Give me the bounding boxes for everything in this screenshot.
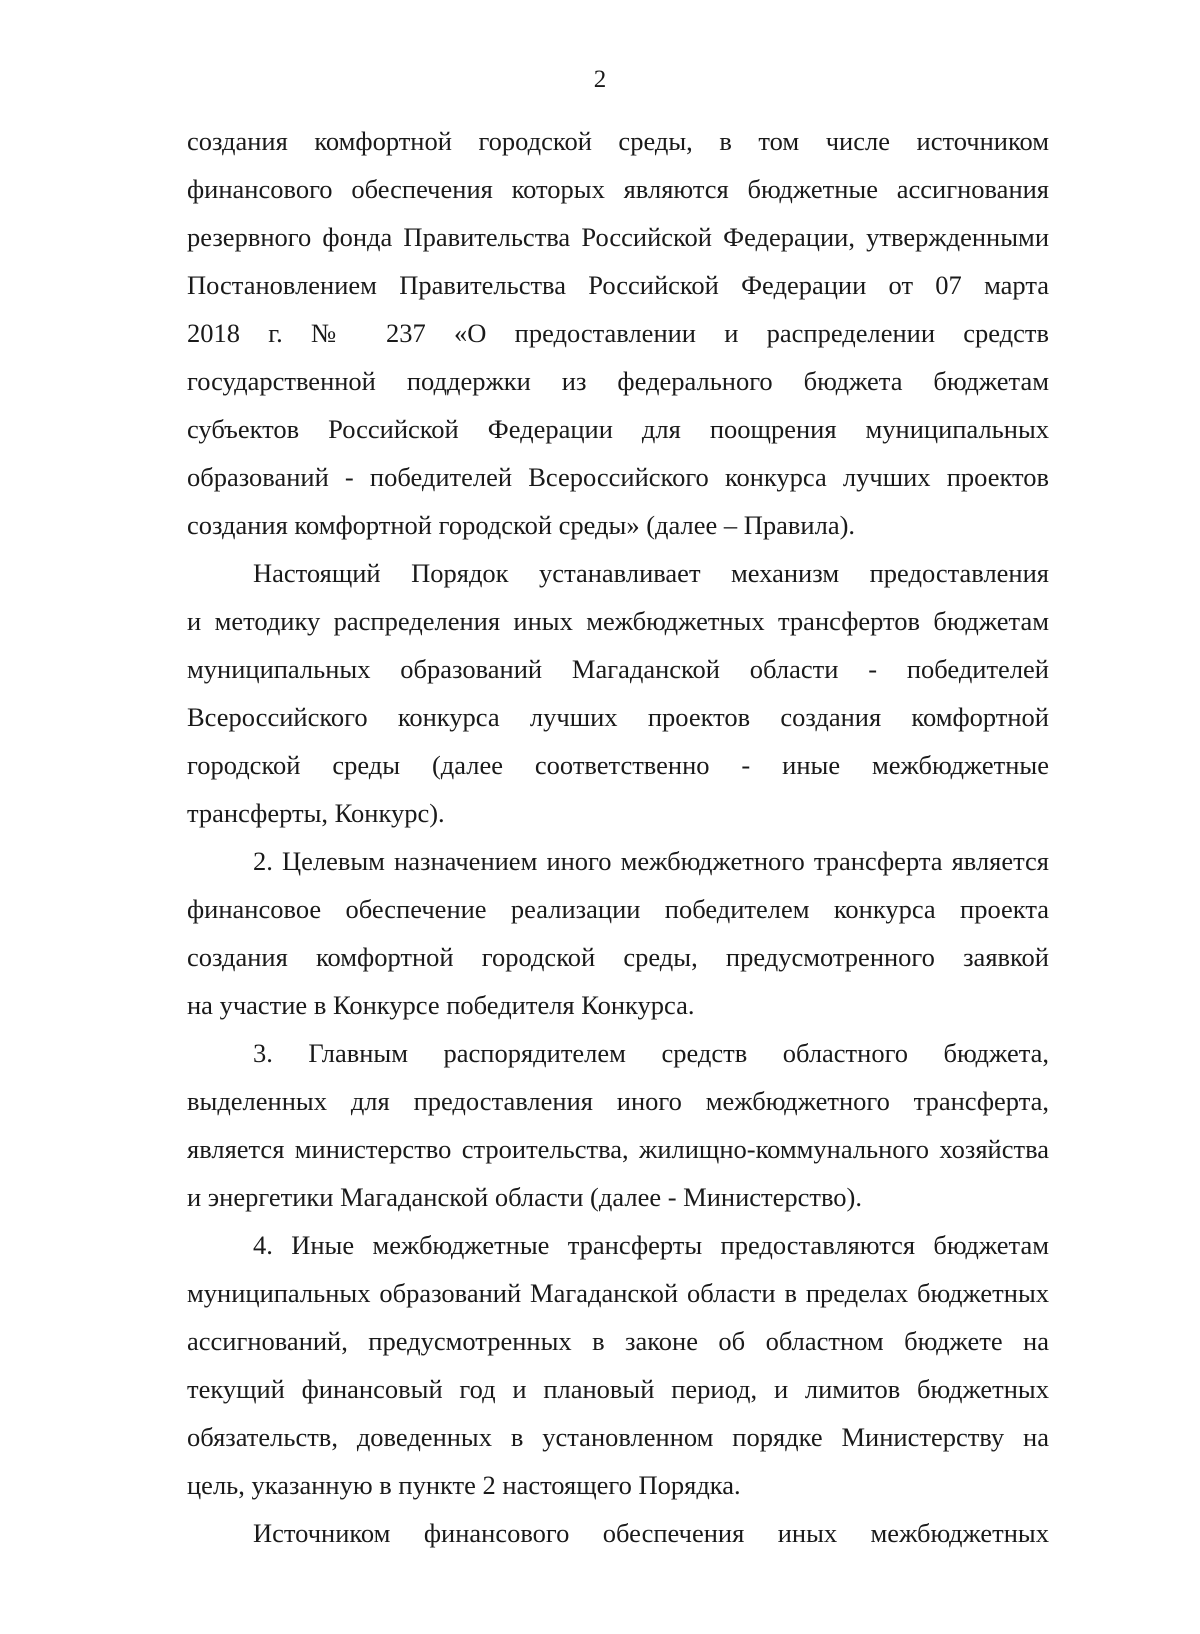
document-body xyxy=(187,118,1049,1558)
text-line: муниципальных образований Магаданской области - победителей xyxy=(187,654,1049,684)
text-line: ассигнований, предусмотренных в законе об областном бюджете на xyxy=(187,1326,1049,1356)
text-line: создания комфортной городской среды, предусмотренного заявкой xyxy=(187,942,1049,972)
text-line: 2018 г. № 237 «О предоставлении и распределении средств xyxy=(187,318,1049,348)
text-line: текущий финансовый год и плановый период, и лимитов бюджетных xyxy=(187,1374,1049,1404)
text-line: цель, указанную в пункте 2 настоящего Порядка. xyxy=(187,1470,741,1500)
text-line: Всероссийского конкурса лучших проектов создания комфортной xyxy=(187,702,1049,732)
text-line: и методику распределения иных межбюджетных трансфертов бюджетам xyxy=(187,606,1049,636)
text-line: трансферты, Конкурс). xyxy=(187,798,445,828)
text-line: Настоящий Порядок устанавливает механизм предоставления xyxy=(253,558,1049,588)
text-line: муниципальных образований Магаданской области в пределах бюджетных xyxy=(187,1278,1049,1308)
text-line: создания комфортной городской среды» (далее – Правила). xyxy=(187,510,856,540)
text-line: образований - победителей Всероссийского конкурса лучших проектов xyxy=(187,462,1049,492)
text-line: является министерство строительства, жилищно-коммунального хозяйства xyxy=(187,1134,1049,1164)
text-line: финансовое обеспечение реализации победителем конкурса проекта xyxy=(187,894,1049,924)
text-line: и энергетики Магаданской области (далее - Министерство). xyxy=(187,1182,862,1212)
page-number: 2 xyxy=(593,66,607,93)
text-line: 4. Иные межбюджетные трансферты предоставляются бюджетам xyxy=(253,1230,1049,1260)
text-line: Постановлением Правительства Российской Федерации от 07 марта xyxy=(187,270,1049,300)
text-line: резервного фонда Правительства Российской Федерации, утвержденными xyxy=(187,222,1049,252)
text-line: создания комфортной городской среды, в том числе источником xyxy=(187,126,1049,156)
text-line: 2. Целевым назначением иного межбюджетного трансферта является xyxy=(253,846,1049,876)
text-line: финансового обеспечения которых являются бюджетные ассигнования xyxy=(187,174,1049,204)
text-line: Источником финансового обеспечения иных межбюджетных xyxy=(253,1518,1049,1548)
text-line: 3. Главным распорядителем средств областного бюджета, xyxy=(253,1038,1049,1068)
text-line: выделенных для предоставления иного межбюджетного трансферта, xyxy=(187,1086,1049,1116)
text-line: субъектов Российской Федерации для поощрения муниципальных xyxy=(187,414,1049,444)
text-line: государственной поддержки из федерального бюджета бюджетам xyxy=(187,366,1049,396)
text-line: обязательств, доведенных в установленном порядке Министерству на xyxy=(187,1422,1049,1452)
text-line: городской среды (далее соответственно - иные межбюджетные xyxy=(187,750,1049,780)
text-line: на участие в Конкурсе победителя Конкурса. xyxy=(187,990,695,1020)
